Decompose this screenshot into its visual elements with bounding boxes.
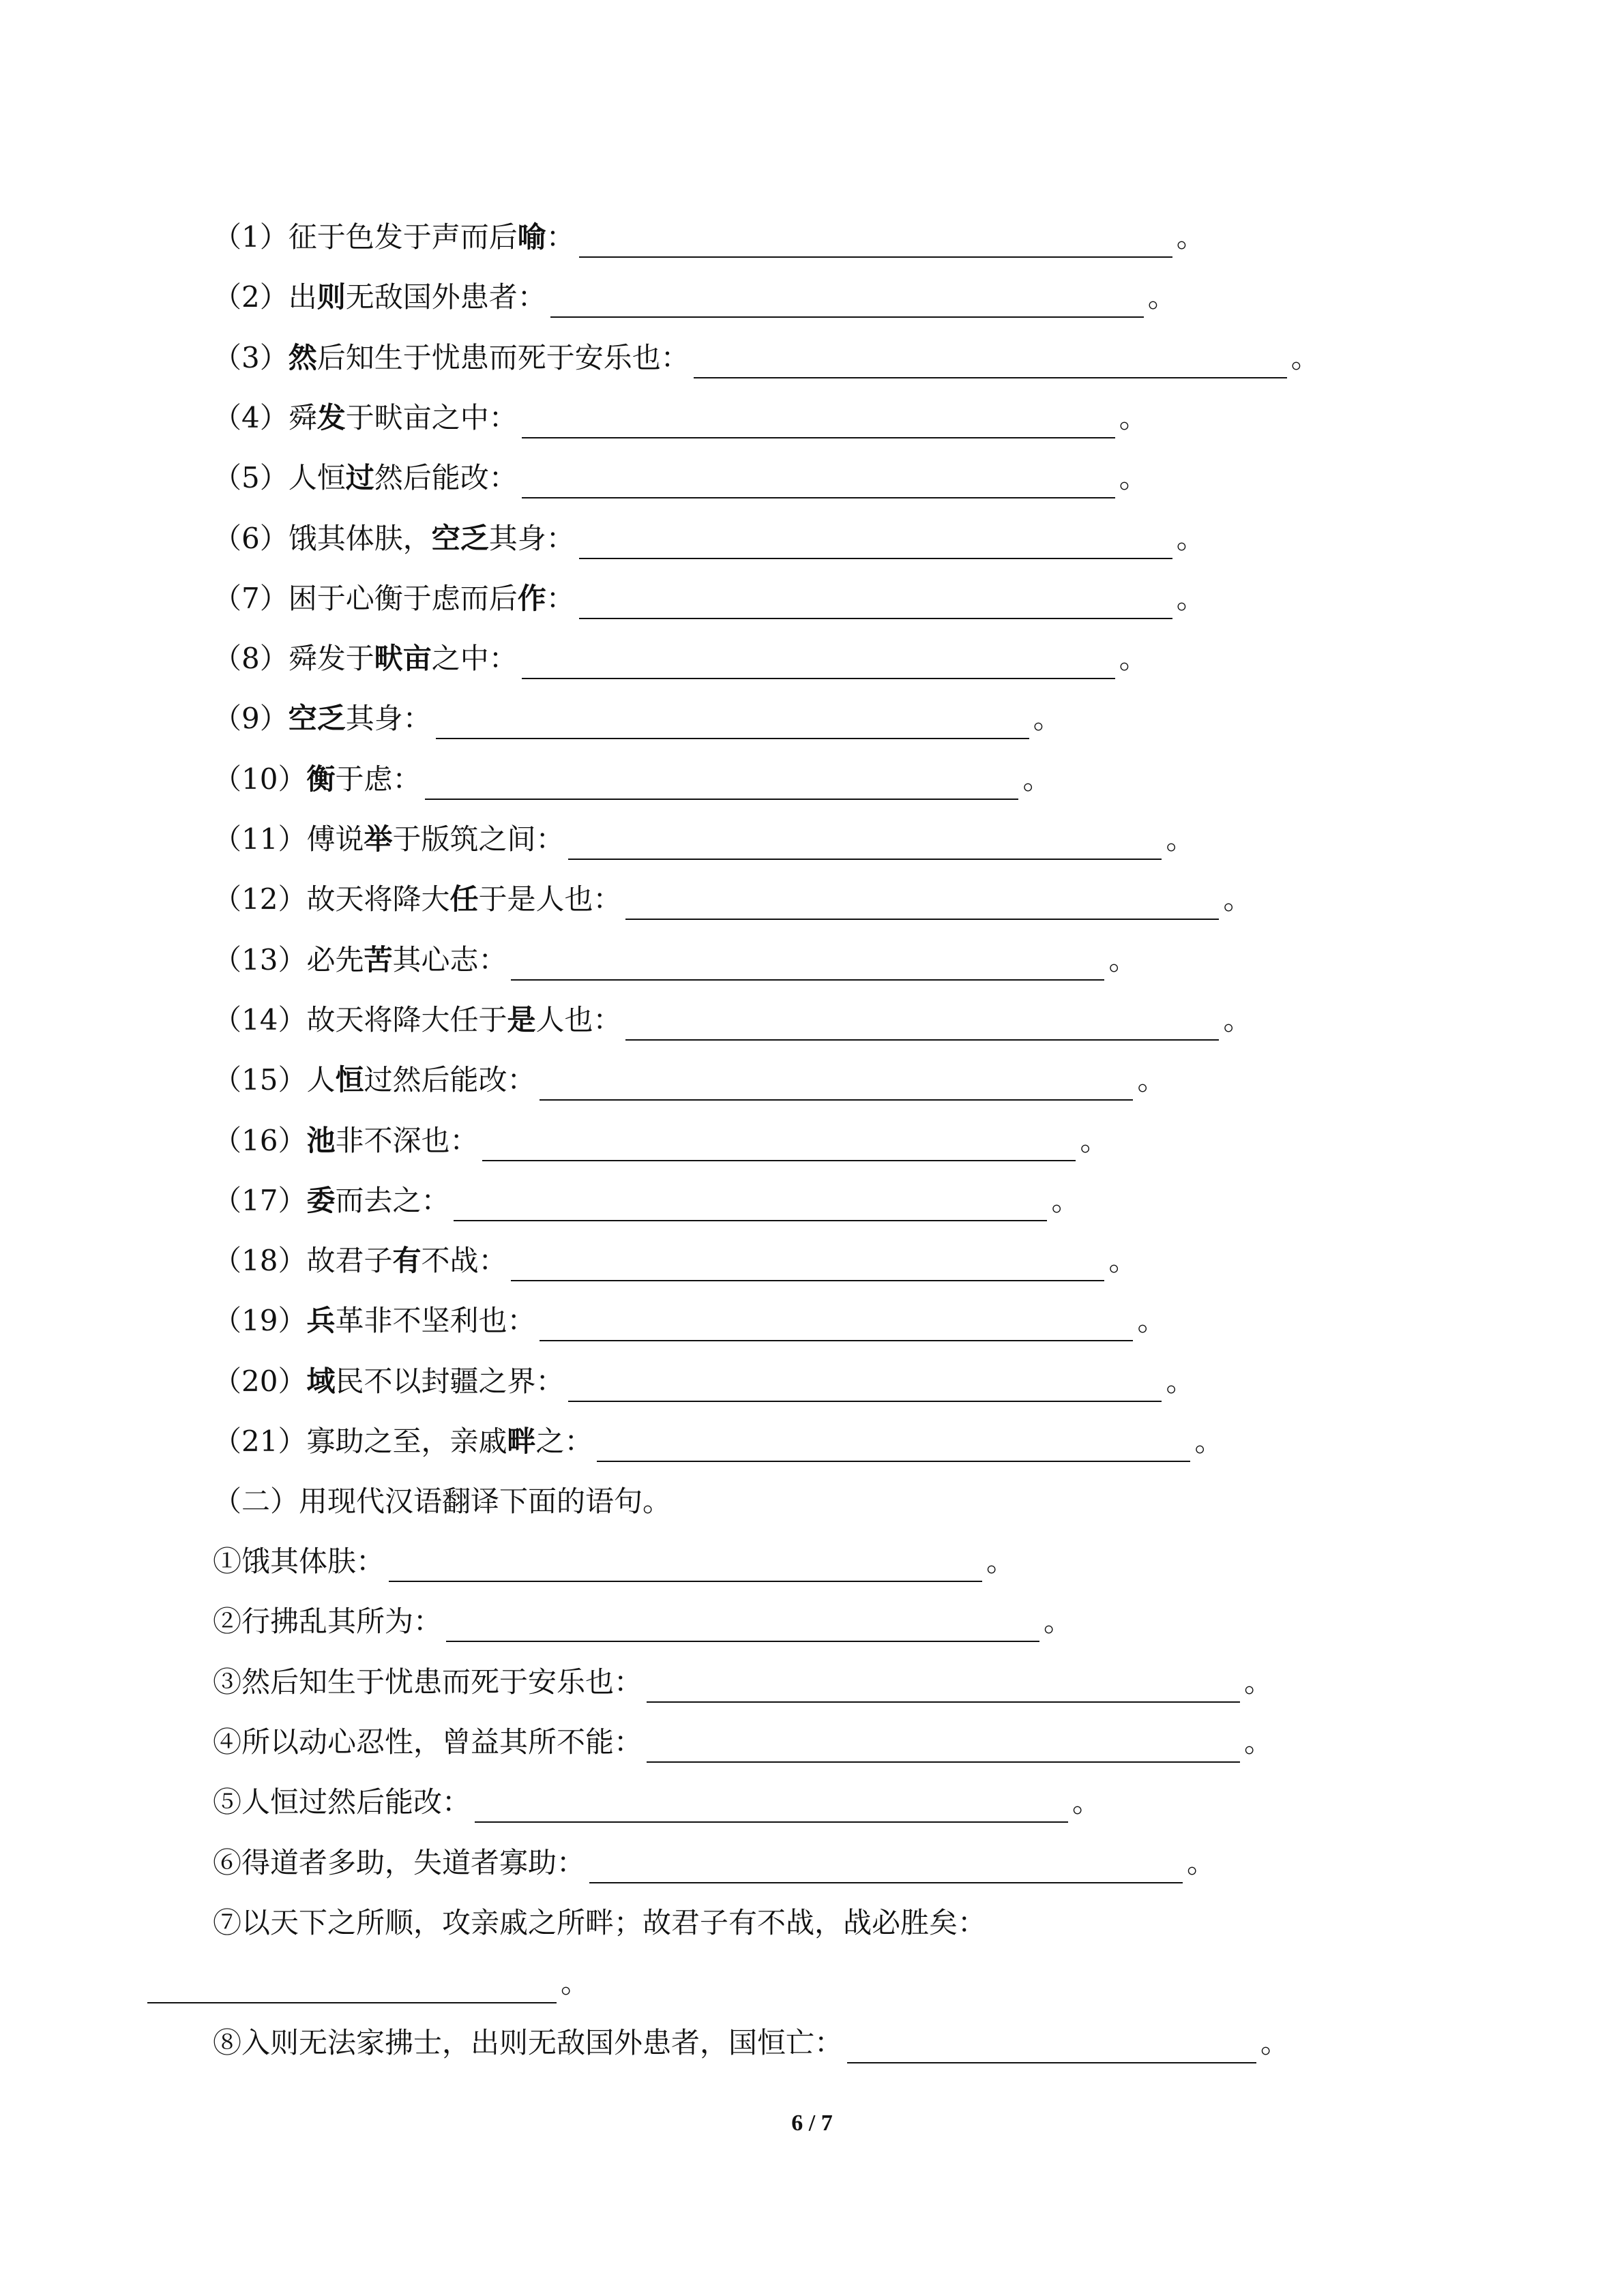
question-text: 无敌国外患者： bbox=[345, 280, 546, 314]
question-text: （15）人 bbox=[213, 1063, 336, 1097]
answer-blank[interactable] bbox=[522, 648, 1115, 679]
answer-blank[interactable] bbox=[446, 1611, 1039, 1642]
translation-text: ⑤人恒过然后能改： bbox=[213, 1785, 471, 1819]
question-text: 其身： bbox=[488, 522, 575, 555]
translation-item bbox=[213, 1843, 1215, 1883]
question-item bbox=[213, 1060, 1166, 1101]
answer-blank[interactable] bbox=[647, 1671, 1240, 1703]
question-punct: 。 bbox=[1022, 762, 1052, 796]
answer-blank[interactable] bbox=[482, 1130, 1076, 1161]
question-item bbox=[213, 338, 1320, 378]
question-7-punct: 。 bbox=[561, 1966, 590, 1999]
answer-blank[interactable] bbox=[625, 889, 1219, 920]
key-word: 则 bbox=[316, 280, 346, 314]
answer-blank[interactable] bbox=[522, 467, 1115, 498]
question-item bbox=[213, 1000, 1252, 1041]
question-item bbox=[213, 940, 1138, 981]
question-punct: 。 bbox=[1223, 882, 1252, 916]
key-word: 发 bbox=[316, 401, 346, 434]
translation-text: ④所以动心忍性，曾益其所不能： bbox=[213, 1725, 643, 1759]
question-text: 于虑： bbox=[335, 762, 422, 796]
question-item bbox=[213, 1361, 1195, 1402]
question-punct: 。 bbox=[1147, 280, 1177, 314]
question-item bbox=[213, 698, 1062, 739]
answer-blank[interactable] bbox=[389, 1551, 982, 1582]
question-punct: 。 bbox=[1119, 461, 1148, 494]
question-item bbox=[213, 398, 1148, 438]
key-word: 兵 bbox=[306, 1304, 336, 1337]
question-text: （8）舜发于 bbox=[213, 642, 374, 675]
answer-blank[interactable] bbox=[568, 829, 1162, 860]
key-word: 喻 bbox=[517, 220, 546, 254]
key-word: 衡 bbox=[306, 762, 336, 796]
question-text: 人也： bbox=[535, 1003, 622, 1037]
key-word: 作 bbox=[517, 582, 546, 615]
question-item bbox=[213, 277, 1177, 318]
translation-punct: 。 bbox=[1244, 1725, 1273, 1759]
question-text: 革非不坚利也： bbox=[335, 1304, 536, 1337]
question-item bbox=[213, 578, 1205, 619]
question-text: 之： bbox=[535, 1425, 593, 1458]
question-8-text: ⑧入则无法家拂士，出则无敌国外患者，国恒亡： bbox=[213, 2026, 844, 2059]
question-text: （12）故天将降大 bbox=[213, 882, 450, 916]
key-word: 苦 bbox=[364, 943, 393, 976]
question-text: （13）必先 bbox=[213, 943, 364, 976]
question-text: 不战： bbox=[421, 1244, 507, 1277]
question-punct: 。 bbox=[1176, 582, 1205, 615]
translation-item bbox=[213, 1722, 1273, 1763]
question-punct: 。 bbox=[1108, 1244, 1138, 1277]
question-punct: 。 bbox=[1108, 943, 1138, 976]
question-text: （1）征于色发于声而后 bbox=[213, 220, 518, 254]
question-punct: 。 bbox=[1176, 522, 1205, 555]
key-word: 空乏 bbox=[431, 522, 489, 555]
question-punct: 。 bbox=[1080, 1124, 1109, 1157]
question-text: 其身： bbox=[345, 702, 432, 735]
answer-blank[interactable] bbox=[579, 528, 1172, 559]
answer-blank[interactable] bbox=[597, 1431, 1190, 1462]
question-item bbox=[213, 879, 1252, 920]
answer-blank[interactable] bbox=[511, 949, 1104, 981]
question-item bbox=[213, 518, 1205, 559]
question-item-8 bbox=[213, 2023, 1289, 2063]
translation-item bbox=[213, 1541, 1015, 1582]
question-text: 而去之： bbox=[335, 1184, 450, 1217]
question-item bbox=[213, 1120, 1109, 1161]
key-word: 空乏 bbox=[288, 702, 346, 735]
answer-blank[interactable] bbox=[511, 1250, 1104, 1281]
question-text: 于畎亩之中： bbox=[345, 401, 518, 434]
question-text: （16） bbox=[213, 1124, 307, 1157]
key-word: 域 bbox=[306, 1365, 336, 1398]
question-item bbox=[213, 819, 1195, 860]
question-punct: 。 bbox=[1051, 1184, 1080, 1217]
translation-punct: 。 bbox=[1187, 1846, 1216, 1879]
key-word: 是 bbox=[507, 1003, 536, 1037]
question-text: （18）故君子 bbox=[213, 1244, 393, 1277]
question-text: 非不深也： bbox=[335, 1124, 479, 1157]
answer-blank[interactable] bbox=[625, 1009, 1219, 1041]
key-word: 有 bbox=[392, 1244, 422, 1277]
answer-blank[interactable] bbox=[550, 286, 1144, 318]
question-item bbox=[213, 1240, 1138, 1281]
question-text: ： bbox=[546, 582, 575, 615]
answer-blank[interactable] bbox=[454, 1190, 1047, 1221]
answer-blank[interactable] bbox=[540, 1069, 1133, 1101]
question-text: （10） bbox=[213, 762, 307, 796]
question-text: （21）寡助之至，亲戚 bbox=[213, 1425, 507, 1458]
question-text: （11）傅说 bbox=[213, 822, 364, 856]
translation-text: ①饿其体肤： bbox=[213, 1545, 385, 1578]
key-word: 任 bbox=[449, 882, 479, 916]
translation-punct: 。 bbox=[986, 1545, 1016, 1578]
question-7-text: ⑦以天下之所顺，攻亲戚之所畔；故君子有不战，战必胜矣： bbox=[213, 1906, 987, 1939]
question-text: （4）舜 bbox=[213, 401, 317, 434]
answer-blank[interactable] bbox=[694, 347, 1287, 378]
translation-punct: 。 bbox=[1072, 1785, 1102, 1819]
question-item bbox=[213, 1421, 1224, 1462]
question-item-7-answer bbox=[147, 1963, 589, 2003]
answer-blank[interactable] bbox=[522, 407, 1115, 438]
question-item bbox=[213, 759, 1052, 800]
answer-blank-8[interactable] bbox=[847, 2032, 1256, 2063]
question-item bbox=[213, 458, 1148, 498]
key-word: 池 bbox=[306, 1124, 336, 1157]
question-punct: 。 bbox=[1137, 1304, 1166, 1337]
answer-blank[interactable] bbox=[589, 1852, 1183, 1883]
question-text: （17） bbox=[213, 1184, 307, 1217]
question-punct: 。 bbox=[1119, 642, 1148, 675]
key-word: 畎亩 bbox=[374, 642, 432, 675]
question-text: （2）出 bbox=[213, 280, 317, 314]
question-8-punct: 。 bbox=[1260, 2026, 1290, 2059]
translation-text: ⑥得道者多助，失道者寡助： bbox=[213, 1846, 586, 1879]
key-word: 过 bbox=[345, 461, 374, 494]
key-word: 举 bbox=[364, 822, 393, 856]
question-punct: 。 bbox=[1166, 822, 1195, 856]
answer-blank-7[interactable] bbox=[147, 1972, 557, 2003]
question-text: 民不以封疆之界： bbox=[335, 1365, 565, 1398]
question-text: ： bbox=[546, 220, 575, 254]
key-word: 然 bbox=[288, 341, 317, 374]
question-text: （6）饿其体肤， bbox=[213, 522, 432, 555]
translation-item bbox=[213, 1601, 1072, 1642]
question-punct: 。 bbox=[1119, 401, 1148, 434]
question-text: 后知生于忧患而死于安乐也： bbox=[316, 341, 690, 374]
answer-blank[interactable] bbox=[647, 1731, 1240, 1763]
answer-blank[interactable] bbox=[579, 226, 1172, 258]
question-text: （3） bbox=[213, 341, 289, 374]
answer-blank[interactable] bbox=[436, 708, 1029, 739]
question-text: 于是人也： bbox=[478, 882, 622, 916]
translation-punct: 。 bbox=[1044, 1605, 1073, 1638]
question-punct: 。 bbox=[1176, 220, 1205, 254]
page-number: 6 / 7 bbox=[791, 2111, 833, 2136]
question-text: （5）人恒 bbox=[213, 461, 346, 494]
answer-blank[interactable] bbox=[568, 1371, 1162, 1402]
translation-text: ②行拂乱其所为： bbox=[213, 1605, 443, 1638]
answer-blank[interactable] bbox=[579, 588, 1172, 619]
key-word: 畔 bbox=[507, 1425, 536, 1458]
question-punct: 。 bbox=[1166, 1365, 1195, 1398]
question-text: （9） bbox=[213, 702, 289, 735]
answer-blank[interactable] bbox=[540, 1310, 1133, 1341]
question-item-7 bbox=[213, 1903, 986, 1943]
key-word: 委 bbox=[306, 1184, 336, 1217]
question-punct: 。 bbox=[1033, 702, 1062, 735]
question-text: （20） bbox=[213, 1365, 307, 1398]
question-text: 之中： bbox=[431, 642, 518, 675]
answer-blank[interactable] bbox=[425, 769, 1018, 800]
question-text: 于版筑之间： bbox=[392, 822, 565, 856]
key-word: 恒 bbox=[335, 1063, 364, 1097]
translation-punct: 。 bbox=[1244, 1665, 1273, 1699]
question-text: （7）困于心衡于虑而后 bbox=[213, 582, 518, 615]
question-item bbox=[213, 1180, 1080, 1221]
translation-text: ③然后知生于忧患而死于安乐也： bbox=[213, 1665, 643, 1699]
question-text: （14）故天将降大任于 bbox=[213, 1003, 507, 1037]
question-punct: 。 bbox=[1137, 1063, 1166, 1097]
question-text: （19） bbox=[213, 1304, 307, 1337]
question-text: 其心志： bbox=[392, 943, 507, 976]
question-item bbox=[213, 638, 1148, 679]
translation-item bbox=[213, 1782, 1101, 1823]
question-item bbox=[213, 217, 1205, 258]
question-item bbox=[213, 1300, 1166, 1341]
answer-blank[interactable] bbox=[475, 1791, 1068, 1823]
question-punct: 。 bbox=[1223, 1003, 1252, 1037]
question-punct: 。 bbox=[1194, 1425, 1224, 1458]
translation-item bbox=[213, 1662, 1273, 1703]
question-text: 过然后能改： bbox=[364, 1063, 536, 1097]
question-text: 然后能改： bbox=[374, 461, 518, 494]
question-punct: 。 bbox=[1290, 341, 1320, 374]
section-two-heading: （二）用现代汉语翻译下面的语句。 bbox=[213, 1485, 672, 1518]
